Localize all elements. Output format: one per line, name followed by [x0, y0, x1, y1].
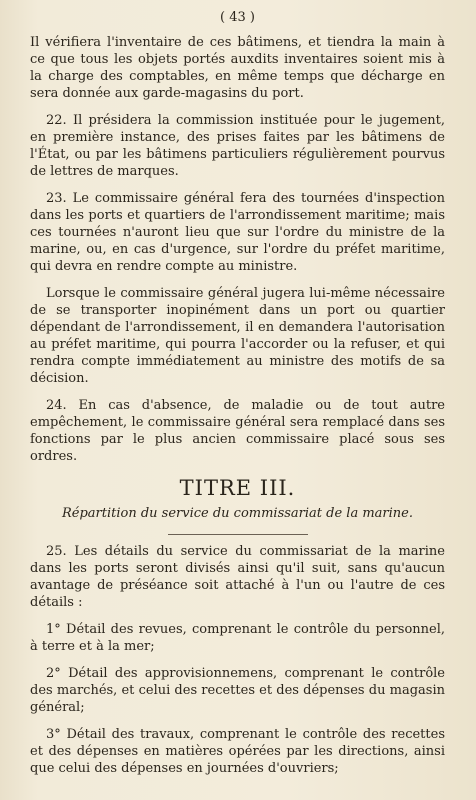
list-item-travaux: 3° Détail des travaux, comprenant le contrôle des recettes et des dépenses en matières opérées par les directions, ainsi que celui des dépenses en journées d'ouvriers;: [30, 727, 445, 776]
page-content: [30, 10, 445, 787]
article-23: 23. Le commissaire général fera des tournées d'inspection dans les ports et quartiers de l'arrondissement maritime; mais ces tournées n'auront lieu que sur l'ordre du ministre de la marine, ou, en cas d'urgence, sur l'ordre du préfet maritime, qui devra en rendre compte au ministre.: [30, 191, 445, 274]
paragraph-inventory: Il vérifiera l'inventaire de ces bâtimens, et tiendra la main à ce que tous les objets portés auxdits inventaires soient mis à la charge des comptables, en même temps que décharge en sera donnée aux garde-magasins du port.: [30, 35, 445, 101]
section-title: TITRE III.: [179, 476, 296, 500]
list-item-approvisionnemens: 2° Détail des approvisionnemens, comprenant le contrôle des marchés, et celui des recettes et des dépenses du magasin général;: [30, 666, 445, 715]
page-number: ( 43 ): [220, 10, 255, 25]
section-divider: [168, 534, 308, 535]
article-22: 22. Il présidera la commission instituée pour le jugement, en première instance, des prises faites par les bâtimens de l'État, ou par les bâtimens particuliers régulièrement pourvus de lettres de marques.: [30, 113, 445, 179]
section-subtitle: Répartition du service du commissariat de la marine.: [61, 506, 414, 521]
article-24: 24. En cas d'absence, de maladie ou de tout autre empêchement, le commissaire général sera remplacé dans ses fonctions par le plus ancien commissaire placé sous ses ordres.: [30, 398, 445, 464]
list-item-revues: 1° Détail des revues, comprenant le contrôle du personnel, à terre et à la mer;: [30, 622, 445, 654]
paragraph-inspection-authorization: Lorsque le commissaire général jugera lui-même nécessaire de se transporter inopinément dans un port ou quartier dépendant de l'arrondissement, il en demandera l'autorisation au préfet maritime, qui pourra l'accorder ou la refuser, et qui rendra compte immédiatement au ministre des motifs de sa décision.: [30, 286, 445, 386]
article-25: 25. Les détails du service du commissariat de la marine dans les ports seront divisés ainsi qu'il suit, sans qu'aucun avantage de préséance soit attaché à l'un ou l'autre de ces détails :: [30, 544, 445, 610]
